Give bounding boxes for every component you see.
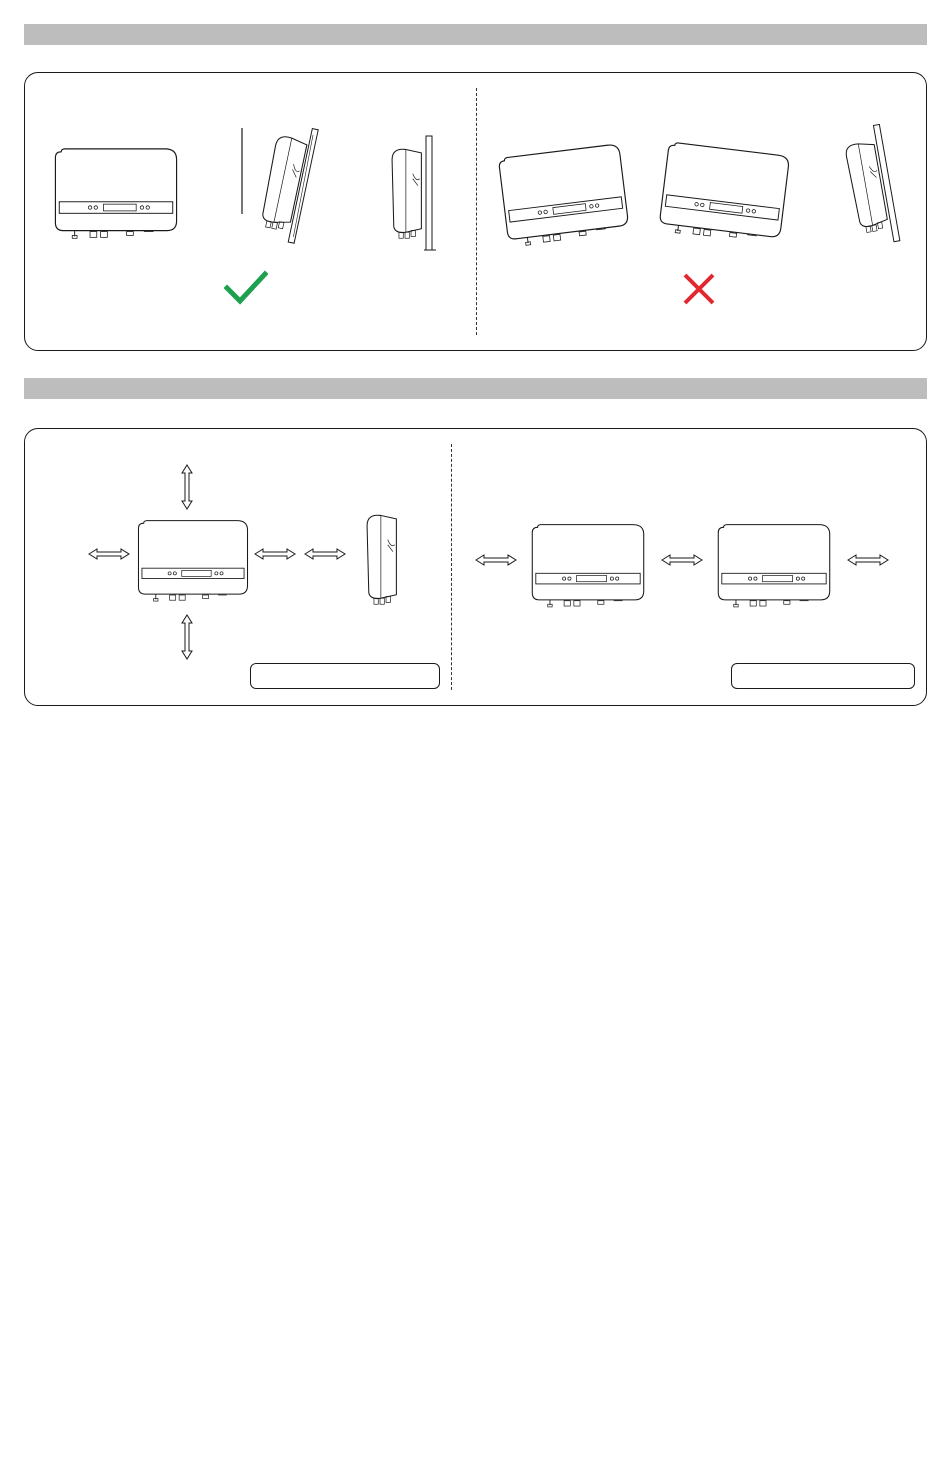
arrow-left-outer-clearance — [474, 555, 518, 565]
inverter-multi-front-2 — [714, 522, 834, 614]
arrow-bottom-clearance — [182, 614, 192, 660]
cross-icon — [682, 272, 716, 306]
checkmark-icon — [224, 270, 268, 306]
arrow-front-clearance — [304, 549, 346, 559]
arrow-between-clearance — [660, 555, 704, 565]
mounting-panel-divider — [476, 88, 477, 335]
section2-header-bar — [24, 378, 927, 399]
single-clearance-label-box — [250, 663, 440, 689]
inverter-upright-front — [50, 146, 182, 246]
inverter-tilted-front-left — [656, 138, 796, 258]
inverter-tilted-front-right — [496, 140, 636, 258]
multiple-clearance-label-box — [731, 663, 915, 689]
arrow-top-clearance — [182, 464, 192, 510]
inverter-single-front — [134, 518, 252, 608]
arrow-left-clearance — [88, 549, 130, 559]
inverter-vertical-side — [378, 136, 446, 254]
arrow-right-outer-clearance — [846, 555, 890, 565]
arrow-right-clearance — [254, 549, 296, 559]
inverter-single-side — [356, 512, 404, 612]
clearance-panel-divider — [451, 444, 452, 690]
section1-header-bar — [24, 24, 927, 45]
inverter-tilted-forward-side — [826, 124, 916, 248]
inverter-tilted-back-side — [234, 126, 326, 246]
inverter-multi-front-1 — [528, 522, 648, 614]
